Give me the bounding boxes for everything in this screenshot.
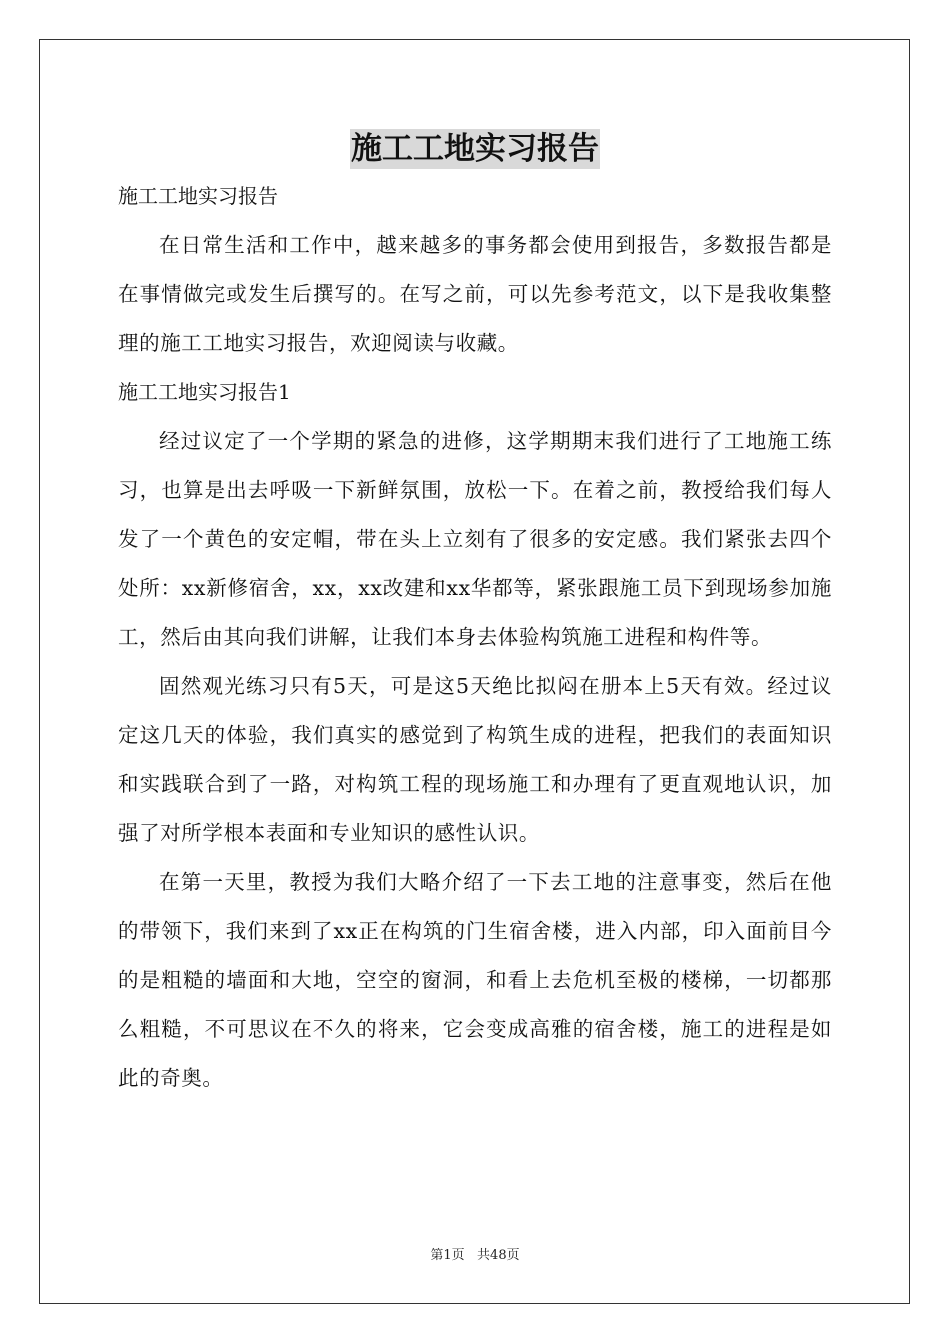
body-paragraph-1: 经过议定了一个学期的紧急的进修，这学期期末我们进行了工地施工练习，也算是出去呼吸一下新鲜氛围，放松一下。在着之前，教授给我们每人发了一个黄色的安定帽，带在头上立刻有了很多的安定感。我们紧张去四个处所：xx新修宿舍，xx，xx改建和xx华都等，紧张跟施工员下到现场参加施工，然后由其向我们讲解，让我们本身去体验构筑施工进程和构件等。	[118, 429, 832, 649]
document-title-text: 施工工地实习报告	[351, 131, 599, 167]
body-paragraph-2: 固然观光练习只有5天，可是这5天绝比拟闷在册本上5天有效。经过议定这几天的体验，我们真实的感觉到了构筑生成的进程，把我们的表面知识和实践联合到了一路，对构筑工程的现场施工和办理有了更直观地认识，加强了对所学根本表面和专业知识的感性认识。	[118, 674, 832, 845]
document-title	[118, 124, 832, 172]
document-body	[118, 124, 832, 1103]
intro-paragraph: 在日常生活和工作中，越来越多的事务都会使用到报告，多数报告都是在事情做完或发生后撰写的。在写之前，可以先参考范文，以下是我收集整理的施工工地实习报告，欢迎阅读与收藏。	[118, 233, 832, 355]
document-subtitle: 施工工地实习报告	[118, 184, 278, 208]
section-heading: 施工工地实习报告1	[118, 380, 291, 404]
body-paragraph-3: 在第一天里，教授为我们大略介绍了一下去工地的注意事变，然后在他的带领下，我们来到了xx正在构筑的门生宿舍楼，进入内部，印入面前目今的是粗糙的墙面和大地，空空的窗洞，和看上去危机至极的楼梯，一切都那么粗糙，不可思议在不久的将来，它会变成高雅的宿舍楼，施工的进程是如此的奇奥。	[118, 870, 832, 1090]
page-footer: 第1页 共48页	[430, 1248, 520, 1263]
